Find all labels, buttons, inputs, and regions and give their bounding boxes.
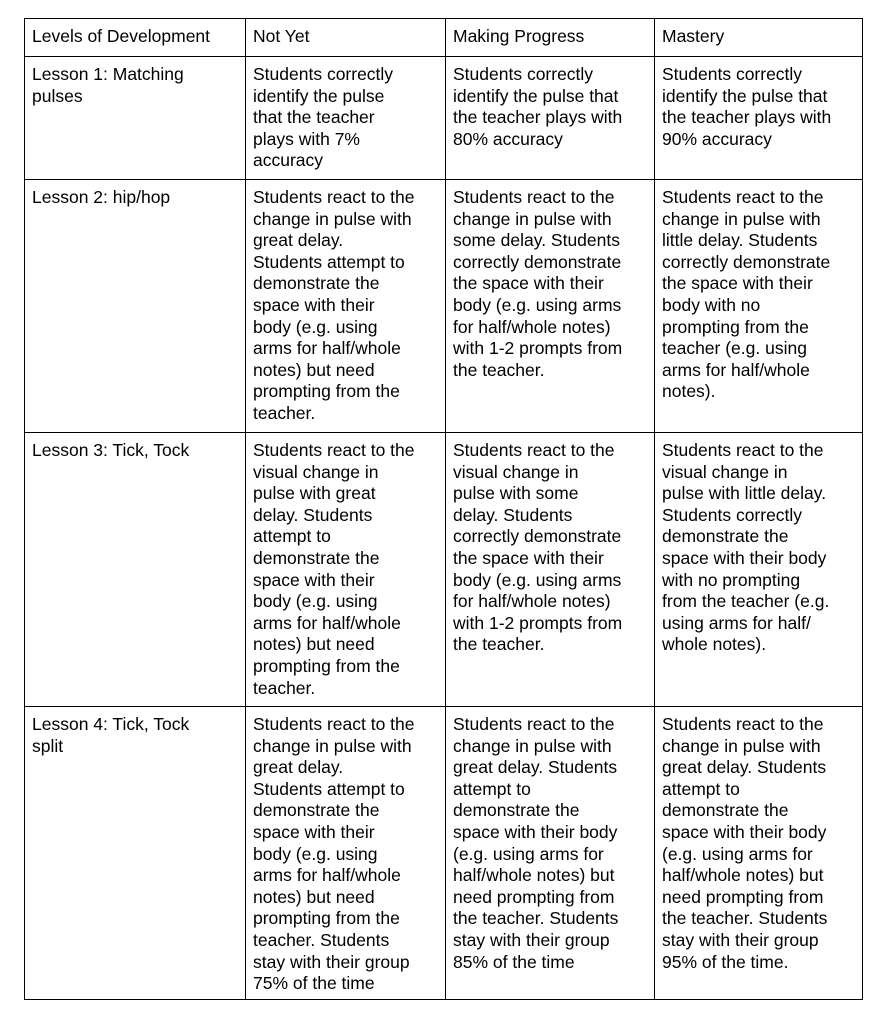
not-yet-cell: Students correctly identify the pulse that the teacher plays with 7% accuracy [246,57,446,180]
making-progress-cell: Students react to the visual change in pulse with some delay. Students correctly demonstrate the space with their body (e.g. using arms for half/whole notes) with 1-2 prompts from the teacher. [446,433,655,707]
lesson-label: Lesson 2: hip/hop [25,180,246,433]
lesson-label: Lesson 3: Tick, Tock [25,433,246,707]
header-making-progress: Making Progress [446,19,655,57]
header-mastery: Mastery [655,19,863,57]
mastery-cell: Students react to the change in pulse with great delay. Students attempt to demonstrate the space with their body (e.g. using arms for half/whole notes) but need prompting from the teacher. Students stay with their group 95% of the time. [655,707,863,1000]
mastery-cell: Students react to the change in pulse with little delay. Students correctly demonstrate the space with their body with no prompting from the teacher (e.g. using arms for half/whole notes). [655,180,863,433]
table-row-lesson-2 [25,180,863,433]
not-yet-cell: Students react to the change in pulse with great delay. Students attempt to demonstrate the space with their body (e.g. using arms for half/whole notes) but need prompting from the teacher. [246,180,446,433]
table-row-lesson-1 [25,57,863,180]
mastery-cell: Students correctly identify the pulse that the teacher plays with 90% accuracy [655,57,863,180]
making-progress-cell: Students react to the change in pulse with great delay. Students attempt to demonstrate the space with their body (e.g. using arms for half/whole notes) but need prompting from the teacher. Students stay with their group 85% of the time [446,707,655,1000]
header-row [25,19,863,57]
table-row-lesson-4 [25,707,863,1000]
table-row-lesson-3 [25,433,863,707]
not-yet-cell: Students react to the visual change in pulse with great delay. Students attempt to demonstrate the space with their body (e.g. using arms for half/whole notes) but need prompting from the teacher. [246,433,446,707]
rubric-table [24,18,863,1000]
not-yet-cell: Students react to the change in pulse with great delay. Students attempt to demonstrate the space with their body (e.g. using arms for half/whole notes) but need prompting from the teacher. Students stay with their group 75% of the time [246,707,446,1000]
mastery-cell: Students react to the visual change in pulse with little delay. Students correctly demonstrate the space with their body with no prompting from the teacher (e.g. using arms for half/ whole notes). [655,433,863,707]
making-progress-cell: Students react to the change in pulse with some delay. Students correctly demonstrate the space with their body (e.g. using arms for half/whole notes) with 1-2 prompts from the teacher. [446,180,655,433]
header-not-yet: Not Yet [246,19,446,57]
making-progress-cell: Students correctly identify the pulse that the teacher plays with 80% accuracy [446,57,655,180]
lesson-label: Lesson 4: Tick, Tock split [25,707,246,1000]
lesson-label: Lesson 1: Matching pulses [25,57,246,180]
header-levels-of-development: Levels of Development [25,19,246,57]
